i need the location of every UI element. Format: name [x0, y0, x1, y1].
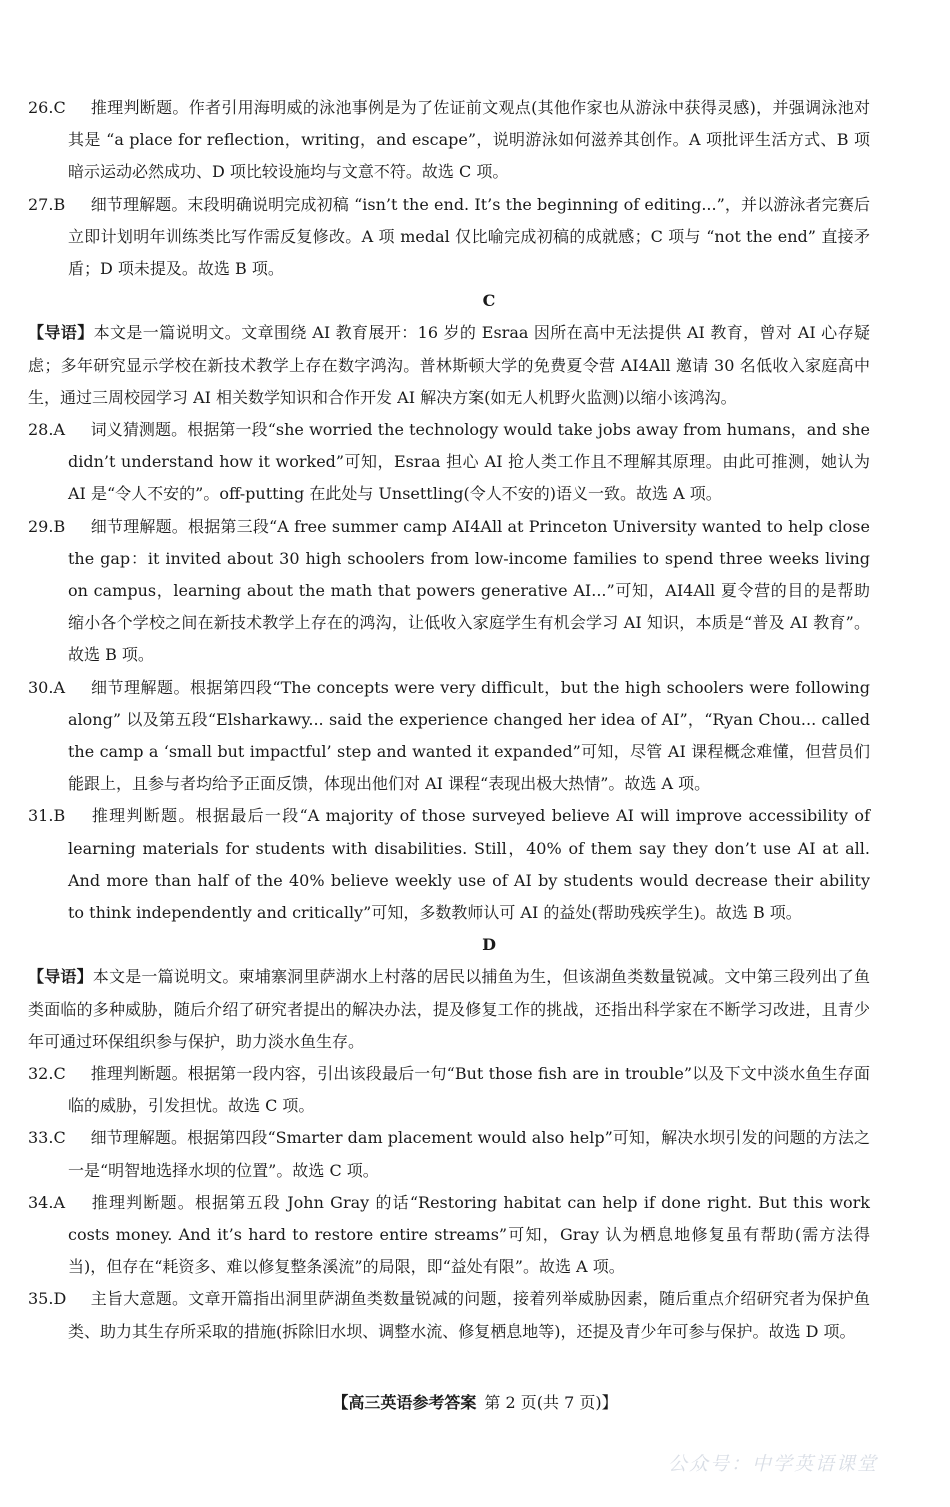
explanation: 文章开篇指出洞里萨湖鱼类数量锐减的问题，接着列举威胁因素，随后重点介绍研究者为保护鱼类、助力其生存所采取的措施(拆除旧水坝、调整水流、修复栖息地等)，还提及青少年可参与保护。故选 D 项。 — [68, 1289, 870, 1341]
answer-item-30 — [28, 672, 870, 801]
question-number: 31. — [28, 806, 54, 826]
question-number: 27. — [28, 194, 54, 214]
question-number: 35. — [28, 1289, 54, 1309]
watermark: 公众号：中学英语课堂 — [668, 1453, 879, 1475]
answer-letter: D — [53, 1289, 67, 1309]
answer-item-28 — [28, 414, 870, 511]
answer-page — [28, 92, 910, 1348]
answer-letter: C — [53, 1064, 66, 1084]
answer-letter: A — [53, 1192, 66, 1212]
footer-title: 【高三英语参考答案 — [332, 1393, 477, 1412]
question-type: 主旨大意题。 — [90, 1289, 189, 1309]
question-type: 词义猜测题。 — [90, 420, 188, 440]
answer-letter: C — [53, 98, 66, 117]
question-type: 推理判断题。 — [91, 1192, 195, 1212]
answer-item-33 — [28, 1122, 870, 1186]
question-number: 29. — [28, 516, 54, 536]
question-type: 推理判断题。 — [91, 806, 196, 826]
question-type: 细节理解题。 — [90, 516, 188, 536]
answer-item-31 — [28, 800, 870, 929]
intro-text: 本文是一篇说明文。柬埔寨洞里萨湖水上村落的居民以捕鱼为生，但该湖鱼类数量锐减。文中第三段列出了鱼类面临的多种威胁，随后介绍了研究者提出的解决办法，提及修复工作的挑战，还指出科学家在不断学习改进，且青少年可通过环保组织参与保护，助力淡水鱼生存。 — [28, 967, 870, 1051]
intro-text: 本文是一篇说明文。文章围绕 AI 教育展开：16 岁的 Esraa 因所在高中无法提供 AI 教育，曾对 AI 心存疑虑；多年研究显示学校在新技术教学上存在数字鸿沟。普林斯顿大学的免费夏令营 AI4All 邀请 30 名低收入家庭高中生，通过三周校园学习 AI 相关数学知识和合作开发 AI 解决方案(如无人机野火监测)以缩小该鸿沟。 — [28, 323, 870, 407]
answer-letter: B — [53, 516, 66, 536]
explanation: 根据第四段“The concepts were very difficult，but the high schoolers were following along” 以及第五段“Elsharkawy... said the experience changed her idea of AI”，“Ryan Chou... called the camp a ‘small but impactful’ step and wanted it expanded”可知，尽管 AI 课程概念难懂，但营员们能跟上，且参与者均给予正面反馈，体现出他们对 AI 课程“表现出极大热情”。故选 A 项。 — [68, 677, 870, 794]
answer-item-32 — [28, 1058, 870, 1122]
answer-letter: A — [53, 420, 66, 440]
intro-tag: 【导语】 — [28, 967, 93, 987]
question-number: 34. — [28, 1192, 54, 1212]
answer-letter: B — [53, 194, 66, 214]
answer-item-27 — [28, 189, 870, 286]
question-type: 推理判断题。 — [90, 1064, 188, 1084]
question-number: 26. — [28, 98, 54, 117]
answer-item-35 — [28, 1283, 870, 1347]
question-type: 细节理解题。 — [91, 677, 190, 697]
explanation: 作者引用海明威的泳池事例是为了佐证前文观点(其他作家也从游泳中获得灵感)，并强调泳池对其是 “a place for reflection，writing，and escape”，说明游泳如何滋养其创作。A 项批评生活方式、B 项暗示运动必然成功、D 项比较设施均与文意不符。故选 C 项。 — [68, 98, 870, 182]
question-number: 28. — [28, 420, 54, 440]
explanation: 根据第一段内容，引出该段最后一句“But those fish are in trouble”以及下文中淡水鱼生存面临的威胁，引发担忧。故选 C 项。 — [68, 1064, 870, 1116]
question-type: 推理判断题。 — [90, 98, 189, 117]
intro-c — [28, 317, 870, 414]
section-heading-c: C — [482, 291, 496, 311]
question-type: 细节理解题。 — [90, 1128, 188, 1148]
answer-item-34 — [28, 1187, 870, 1284]
question-number: 30. — [28, 677, 54, 697]
explanation: 根据最后一段“A majority of those surveyed believe AI will improve accessibility of learning materials for students with disabilities. Still，40% of them say they don’t use AI at all. And more than half of the 40% believe weekly use of AI by students would decrease their ability to think independently and critically”可知，多数教师认可 AI 的益处(帮助残疾学生)。故选 B 项。 — [68, 806, 870, 923]
intro-tag: 【导语】 — [28, 323, 94, 343]
answer-item-26 — [28, 92, 870, 189]
explanation: 根据第一段“she worried the technology would take jobs away from humans，and she didn’t understand how it worked”可知，Esraa 担心 AI 抢人类工作且不理解其原理。由此可推测，她认为 AI 是“令人不安的”。off-putting 在此处与 Unsettling(令人不安的)语义一致。故选 A 项。 — [68, 420, 870, 504]
page-footer — [0, 1390, 950, 1413]
answer-letter: B — [53, 806, 66, 826]
answer-item-29 — [28, 511, 870, 672]
explanation: 根据第四段“Smarter dam placement would also help”可知，解决水坝引发的问题的方法之一是“明智地选择水坝的位置”。故选 C 项。 — [68, 1128, 870, 1180]
explanation: 根据第三段“A free summer camp AI4All at Princeton University wanted to help close the gap：it invited about 30 high schoolers from low-income families to spend three weeks living on campus，learning about the math that powers generative AI...”可知，AI4All 夏令营的目的是帮助缩小各个学校之间在新技术教学上存在的鸿沟，让低收入家庭学生有机会学习 AI 知识，本质是“普及 AI 教育”。故选 B 项。 — [68, 516, 870, 665]
question-number: 33. — [28, 1128, 54, 1148]
answer-letter: C — [53, 1128, 66, 1148]
explanation: 末段明确说明完成初稿 “isn’t the end. It’s the beginning of editing...”，并以游泳者完赛后立即计划明年训练类比写作需反复修改。A 项 medal 仅比喻完成初稿的成就感；C 项与 “not the end” 直接矛盾；D 项未提及。故选 B 项。 — [68, 194, 870, 279]
section-heading-d: D — [482, 935, 496, 955]
answer-letter: A — [53, 677, 66, 697]
intro-d — [28, 961, 870, 1058]
footer-page-number: 第 2 页(共 7 页)】 — [484, 1393, 618, 1412]
question-number: 32. — [28, 1064, 54, 1084]
explanation: 根据第五段 John Gray 的话“Restoring habitat can help if done right. But this work costs money. And it’s hard to restore entire streams”可知，Gray 认为栖息地修复虽有帮助(需方法得当)，但存在“耗资多、难以修复整条溪流”的局限，即“益处有限”。故选 A 项。 — [68, 1192, 870, 1277]
question-type: 细节理解题。 — [90, 194, 188, 214]
